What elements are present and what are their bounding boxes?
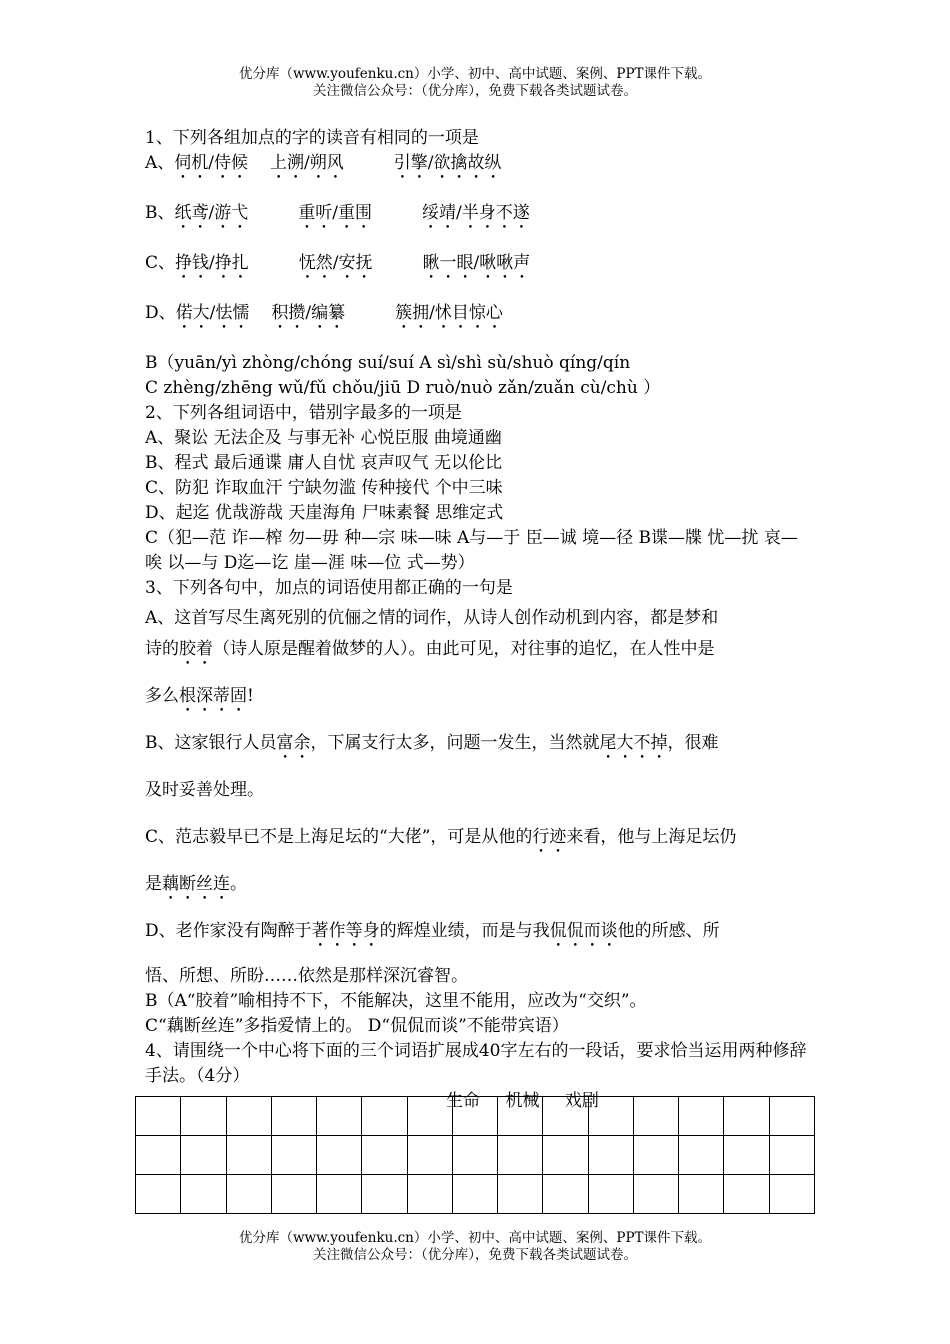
answer-grid-cell[interactable] [136, 1097, 181, 1136]
answer-grid-cell[interactable] [407, 1097, 452, 1136]
footer-line-1: 优分库（www.youfenku.cn）小学、初中、高中试题、案例、PPT课件下载。 [238, 1230, 712, 1246]
q3-stem: 3、下列各句中，加点的词语使用都正确的一句是 [145, 578, 513, 598]
answer-grid-cell[interactable] [362, 1097, 407, 1136]
page-header [0, 66, 950, 100]
q1-option-a: A、伺机/侍候 上溯/朔风 引擎/欲擒故纵 [145, 153, 502, 173]
q2-option-a: A、聚讼 无法企及 与事无补 心悦臣服 曲境通幽 [145, 428, 502, 448]
q1-option-d: D、偌大/怯懦 积攒/编纂 簇拥/怵目惊心 [145, 303, 503, 323]
answer-grid-cell[interactable] [452, 1097, 497, 1136]
answer-grid-cell[interactable] [498, 1097, 543, 1136]
answer-grid-row [136, 1136, 815, 1175]
q3-option-a-line-3: 多么根深蒂固! [145, 686, 254, 706]
answer-grid-cell[interactable] [226, 1175, 271, 1214]
answer-grid-cell[interactable] [588, 1097, 633, 1136]
q4-word-1: 生命 [446, 1091, 481, 1111]
answer-grid-row [136, 1097, 815, 1136]
answer-grid-cell[interactable] [271, 1097, 316, 1136]
answer-grid-cell[interactable] [679, 1136, 724, 1175]
q3-option-a-line-2: 诗的胶着（诗人原是醒着做梦的人）。由此可见，对往事的追忆，在人性中是 [145, 639, 715, 659]
answer-grid-cell[interactable] [724, 1175, 769, 1214]
answer-grid-cell[interactable] [724, 1097, 769, 1136]
q3-option-b-line-2: 及时妥善处理。 [145, 780, 264, 800]
answer-grid [135, 1096, 815, 1214]
answer-grid-cell[interactable] [317, 1097, 362, 1136]
q4-stem: 4、请围绕一个中心将下面的三个词语扩展成40字左右的一段话，要求恰当运用两种修辞手法。（4分） [145, 1041, 807, 1086]
answer-grid-cell[interactable] [226, 1136, 271, 1175]
q2-option-b: B、程式 最后通谍 庸人自忧 哀声叹气 无以伦比 [145, 453, 503, 473]
document-body [145, 126, 810, 1114]
answer-grid-cell[interactable] [633, 1097, 678, 1136]
q1-option-c: C、挣钱/挣扎 怃然/安抚 瞅一眼/啾啾声 [145, 253, 531, 273]
answer-grid-cell[interactable] [181, 1175, 226, 1214]
answer-grid-row [136, 1175, 815, 1214]
answer-grid-cell[interactable] [452, 1175, 497, 1214]
q3-option-c-line-1: C、范志毅早已不是上海足坛的“大佬”，可是从他的行迹来看，他与上海足坛仍 [145, 827, 737, 847]
answer-grid-cell[interactable] [679, 1097, 724, 1136]
answer-grid-cell[interactable] [633, 1175, 678, 1214]
q2-answer: C（犯—范 诈—榨 勿—毋 种—宗 味—味 A与—于 臣—诚 境—径 B谍—牒 忧—扰 哀—唉 以—与 D迄—讫 崖—涯 味—位 式—势） [145, 528, 798, 573]
answer-grid-cell[interactable] [136, 1136, 181, 1175]
answer-grid-cell[interactable] [181, 1097, 226, 1136]
q1-stem: 1、下列各组加点的字的读音有相同的一项是 [145, 128, 479, 148]
header-line-1: 优分库（www.youfenku.cn）小学、初中、高中试题、案例、PPT课件下载。 [238, 66, 712, 82]
answer-grid-cell[interactable] [362, 1175, 407, 1214]
answer-grid-cell[interactable] [317, 1175, 362, 1214]
q1-answer-line-1: B（yuān/yì zhòng/chóng suí/suí A sì/shì sù/shuò qíng/qín [145, 353, 631, 373]
q3-answer-line-2: C“藕断丝连”多指爱情上的。 D“侃侃而谈”不能带宾语） [145, 1016, 569, 1036]
answer-grid-cell[interactable] [271, 1175, 316, 1214]
q3-option-b-line-1: B、这家银行人员富余，下属支行太多，问题一发生，当然就尾大不掉，很难 [145, 733, 719, 753]
answer-grid-cell[interactable] [769, 1097, 814, 1136]
q4-word-3: 戏剧 [564, 1091, 599, 1111]
answer-grid-cell[interactable] [498, 1136, 543, 1175]
q2-option-c: C、防犯 诈取血汗 宁缺勿滥 传种接代 个中三味 [145, 478, 503, 498]
answer-grid-cell[interactable] [498, 1175, 543, 1214]
answer-grid-cell[interactable] [769, 1175, 814, 1214]
q2-stem: 2、下列各组词语中，错别字最多的一项是 [145, 403, 462, 423]
answer-grid-cell[interactable] [362, 1136, 407, 1175]
answer-grid-cell[interactable] [679, 1175, 724, 1214]
footer-line-2: 关注微信公众号：（优分库），免费下载各类试题试卷。 [313, 1247, 637, 1263]
q2-option-d: D、起迄 优哉游哉 天崖海角 尸味素餐 思维定式 [145, 503, 504, 523]
answer-grid-cell[interactable] [452, 1136, 497, 1175]
q3-answer-line-1: B（A“胶着”喻相持不下，不能解决，这里不能用，应改为“交织”。 [145, 991, 647, 1011]
answer-grid-cell[interactable] [724, 1136, 769, 1175]
q4-word-2: 机械 [505, 1091, 540, 1111]
answer-grid-cell[interactable] [407, 1136, 452, 1175]
answer-grid-cell[interactable] [588, 1175, 633, 1214]
answer-grid-cell[interactable] [769, 1136, 814, 1175]
answer-grid-cell[interactable] [633, 1136, 678, 1175]
header-line-2: 关注微信公众号：（优分库），免费下载各类试题试卷。 [313, 83, 637, 99]
page-footer [0, 1230, 950, 1264]
answer-grid-cell[interactable] [271, 1136, 316, 1175]
answer-grid-cell[interactable] [181, 1136, 226, 1175]
q1-answer-line-2: C zhèng/zhēng wǔ/fǔ chǒu/jiū D ruò/nuò zǎn/zuǎn cù/chù ） [145, 378, 661, 398]
q3-option-d-line-2: 悟、所想、所盼……依然是那样深沉睿智。 [145, 966, 468, 986]
answer-grid-cell[interactable] [543, 1097, 588, 1136]
answer-grid-cell[interactable] [317, 1136, 362, 1175]
q3-option-c-line-2: 是藕断丝连。 [145, 874, 247, 894]
answer-grid-cell[interactable] [226, 1097, 271, 1136]
q3-option-a-line-1: A、这首写尽生离死别的伉俪之情的词作，从诗人创作动机到内容，都是梦和 [145, 608, 719, 628]
answer-grid-cell[interactable] [543, 1136, 588, 1175]
answer-grid-cell[interactable] [136, 1175, 181, 1214]
answer-grid-cell[interactable] [407, 1175, 452, 1214]
answer-grid-cell[interactable] [588, 1136, 633, 1175]
q3-option-d-line-1: D、老作家没有陶醉于著作等身的辉煌业绩，而是与我侃侃而谈他的所感、所 [145, 921, 720, 941]
answer-grid-cell[interactable] [543, 1175, 588, 1214]
q1-option-b: B、纸鸢/游弋 重听/重围 绥靖/半身不遂 [145, 203, 530, 223]
